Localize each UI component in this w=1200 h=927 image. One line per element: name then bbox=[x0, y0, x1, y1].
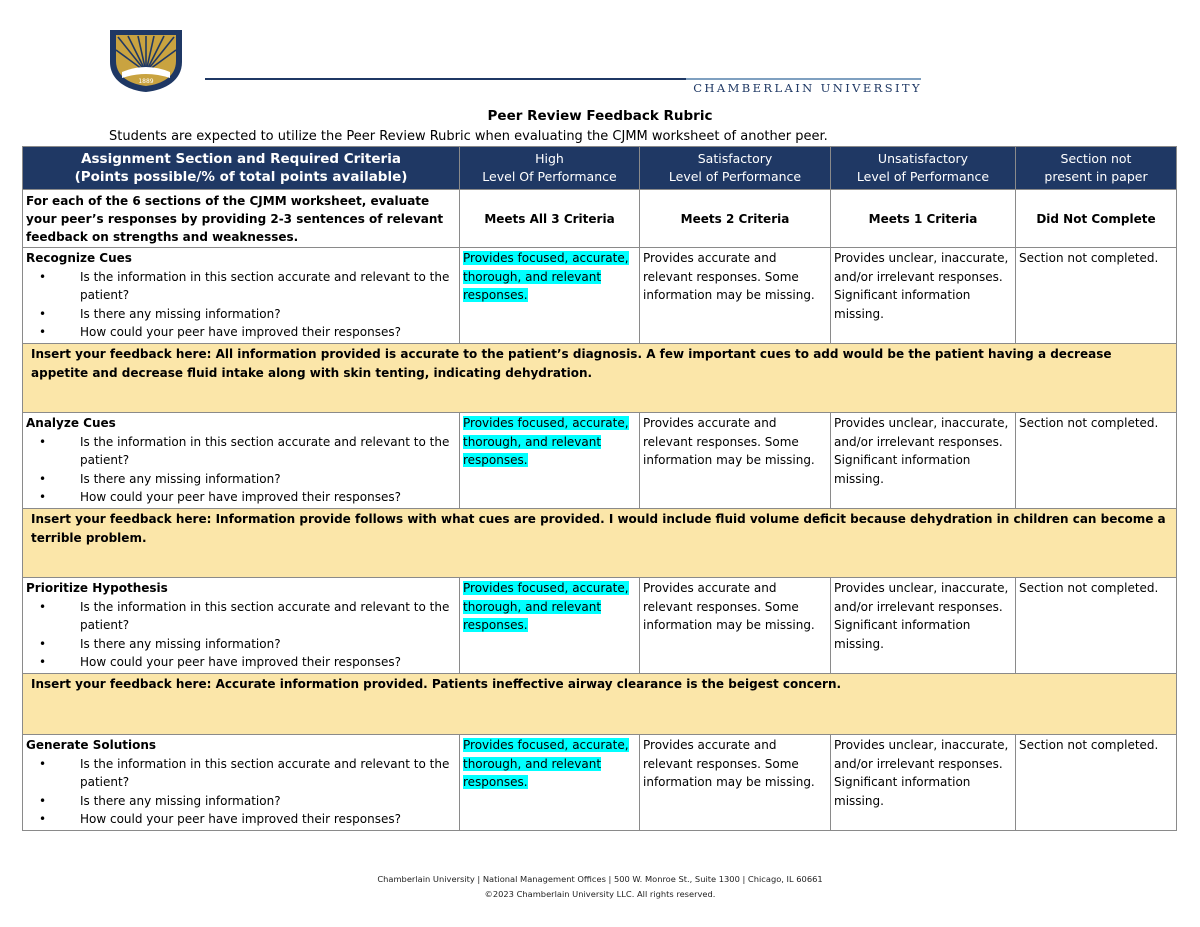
criteria-unsat: Meets 1 Criteria bbox=[831, 190, 1016, 248]
level-sat: Provides accurate and relevant responses. Some information may be missing. bbox=[640, 248, 831, 344]
level-high bbox=[460, 412, 640, 508]
feedback-row-analyze-cues bbox=[23, 508, 1177, 577]
question-item: • Is there any missing information? bbox=[26, 635, 456, 654]
question-item: • Is the information in this section accurate and relevant to the patient? bbox=[26, 598, 456, 635]
section-criteria-cell bbox=[23, 577, 460, 673]
page-title: Peer Review Feedback Rubric bbox=[487, 108, 713, 124]
question-item: • Is the information in this section accurate and relevant to the patient? bbox=[26, 433, 456, 470]
level-high-text: Provides focused, accurate, thorough, and relevant responses. bbox=[463, 251, 629, 303]
section-row-recognize-cues bbox=[23, 248, 1177, 344]
section-criteria-cell bbox=[23, 412, 460, 508]
feedback-text[interactable]: Insert your feedback here: Accurate information provided. Patients ineffective airway clearance is the beigest concern. bbox=[23, 673, 1177, 734]
section-title: Prioritize Hypothesis bbox=[26, 580, 168, 595]
section-row-generate-solutions bbox=[23, 734, 1177, 830]
question-item: • Is there any missing information? bbox=[26, 305, 456, 324]
header-sat-line2: Level of Performance bbox=[668, 169, 802, 184]
question-list bbox=[26, 598, 456, 672]
feedback-row-prioritize-hypothesis bbox=[23, 673, 1177, 734]
question-list bbox=[26, 268, 456, 342]
criteria-instruction: For each of the 6 sections of the CJMM worksheet, evaluate your peer’s responses by providing 2-3 sentences of relevant feedback on strengths and weaknesses. bbox=[23, 190, 460, 248]
level-none: Section not completed. bbox=[1016, 734, 1177, 830]
criteria-none: Did Not Complete bbox=[1016, 190, 1177, 248]
level-unsat: Provides unclear, inaccurate, and/or irrelevant responses. Significant information missing. bbox=[831, 248, 1016, 344]
feedback-row-recognize-cues bbox=[23, 343, 1177, 412]
feedback-text[interactable]: Insert your feedback here: Information provide follows with what cues are provided. I would include fluid volume deficit because dehydration in children can become a terrible problem. bbox=[23, 508, 1177, 577]
footer-address: Chamberlain University | National Management Offices | 500 W. Monroe St., Suite 1300 | Chicago, IL 60661 bbox=[377, 874, 823, 884]
header-high-line1: High bbox=[535, 151, 564, 166]
question-item: • Is there any missing information? bbox=[26, 792, 456, 811]
header-high bbox=[460, 147, 640, 190]
header-not-present bbox=[1016, 147, 1177, 190]
feedback-text[interactable]: Insert your feedback here: All information provided is accurate to the patient’s diagnosis. A few important cues to add would be the patient having a decrease appetite and decrease fluid intake along with skin tenting, indicating dehydration. bbox=[23, 343, 1177, 412]
section-row-prioritize-hypothesis bbox=[23, 577, 1177, 673]
question-list bbox=[26, 433, 456, 507]
level-high-text: Provides focused, accurate, thorough, and relevant responses. bbox=[463, 737, 629, 790]
table-header-row bbox=[23, 147, 1177, 190]
level-sat: Provides accurate and relevant responses. Some information may be missing. bbox=[640, 734, 831, 830]
header-satisfactory bbox=[640, 147, 831, 190]
logo-year: 1889 bbox=[138, 78, 154, 85]
level-none: Section not completed. bbox=[1016, 577, 1177, 673]
level-sat: Provides accurate and relevant responses. Some information may be missing. bbox=[640, 412, 831, 508]
intro-text: Students are expected to utilize the Peer Review Rubric when evaluating the CJMM worksheet of another peer. bbox=[109, 129, 828, 144]
header-rule-accent bbox=[686, 78, 921, 80]
university-name: CHAMBERLAIN UNIVERSITY bbox=[693, 81, 922, 95]
header-sat-line1: Satisfactory bbox=[697, 151, 773, 166]
level-none: Section not completed. bbox=[1016, 248, 1177, 344]
question-item: • Is the information in this section accurate and relevant to the patient? bbox=[26, 755, 456, 792]
question-item: • How could your peer have improved their responses? bbox=[26, 810, 456, 829]
header-notpresent-line2: present in paper bbox=[1044, 169, 1148, 184]
level-high bbox=[460, 248, 640, 344]
question-item: • Is the information in this section accurate and relevant to the patient? bbox=[26, 268, 456, 305]
question-item: • Is there any missing information? bbox=[26, 470, 456, 489]
section-title: Analyze Cues bbox=[26, 415, 116, 430]
section-title: Recognize Cues bbox=[26, 251, 132, 265]
header-high-line2: Level Of Performance bbox=[482, 169, 617, 184]
level-high-text: Provides focused, accurate, thorough, and relevant responses. bbox=[463, 415, 629, 468]
level-unsat: Provides unclear, inaccurate, and/or irrelevant responses. Significant information missing. bbox=[831, 577, 1016, 673]
question-item: • How could your peer have improved their responses? bbox=[26, 323, 456, 342]
chamberlain-logo bbox=[108, 28, 184, 92]
level-none: Section not completed. bbox=[1016, 412, 1177, 508]
criteria-sat: Meets 2 Criteria bbox=[640, 190, 831, 248]
level-high-text: Provides focused, accurate, thorough, and relevant responses. bbox=[463, 580, 629, 633]
level-unsat: Provides unclear, inaccurate, and/or irrelevant responses. Significant information missing. bbox=[831, 412, 1016, 508]
footer-copyright: ©2023 Chamberlain University LLC. All rights reserved. bbox=[484, 889, 716, 899]
rubric-table bbox=[22, 146, 1177, 831]
header-unsat-line1: Unsatisfactory bbox=[877, 151, 969, 166]
level-high bbox=[460, 734, 640, 830]
header-criteria bbox=[23, 147, 460, 190]
level-sat: Provides accurate and relevant responses. Some information may be missing. bbox=[640, 577, 831, 673]
page-footer bbox=[0, 872, 1200, 902]
header-unsat-line2: Level of Performance bbox=[856, 169, 990, 184]
header-notpresent-line1: Section not bbox=[1060, 151, 1132, 166]
section-criteria-cell bbox=[23, 248, 460, 344]
level-unsat: Provides unclear, inaccurate, and/or irrelevant responses. Significant information missing. bbox=[831, 734, 1016, 830]
criteria-high: Meets All 3 Criteria bbox=[460, 190, 640, 248]
header-unsatisfactory bbox=[831, 147, 1016, 190]
section-row-analyze-cues bbox=[23, 412, 1177, 508]
level-high bbox=[460, 577, 640, 673]
section-criteria-cell bbox=[23, 734, 460, 830]
question-item: • How could your peer have improved their responses? bbox=[26, 488, 456, 507]
question-item: • How could your peer have improved their responses? bbox=[26, 653, 456, 672]
criteria-row bbox=[23, 190, 1177, 248]
header-criteria-line2: (Points possible/% of total points available) bbox=[74, 169, 408, 185]
question-list bbox=[26, 755, 456, 829]
header-criteria-line1: Assignment Section and Required Criteria bbox=[81, 151, 401, 167]
section-title: Generate Solutions bbox=[26, 737, 157, 752]
